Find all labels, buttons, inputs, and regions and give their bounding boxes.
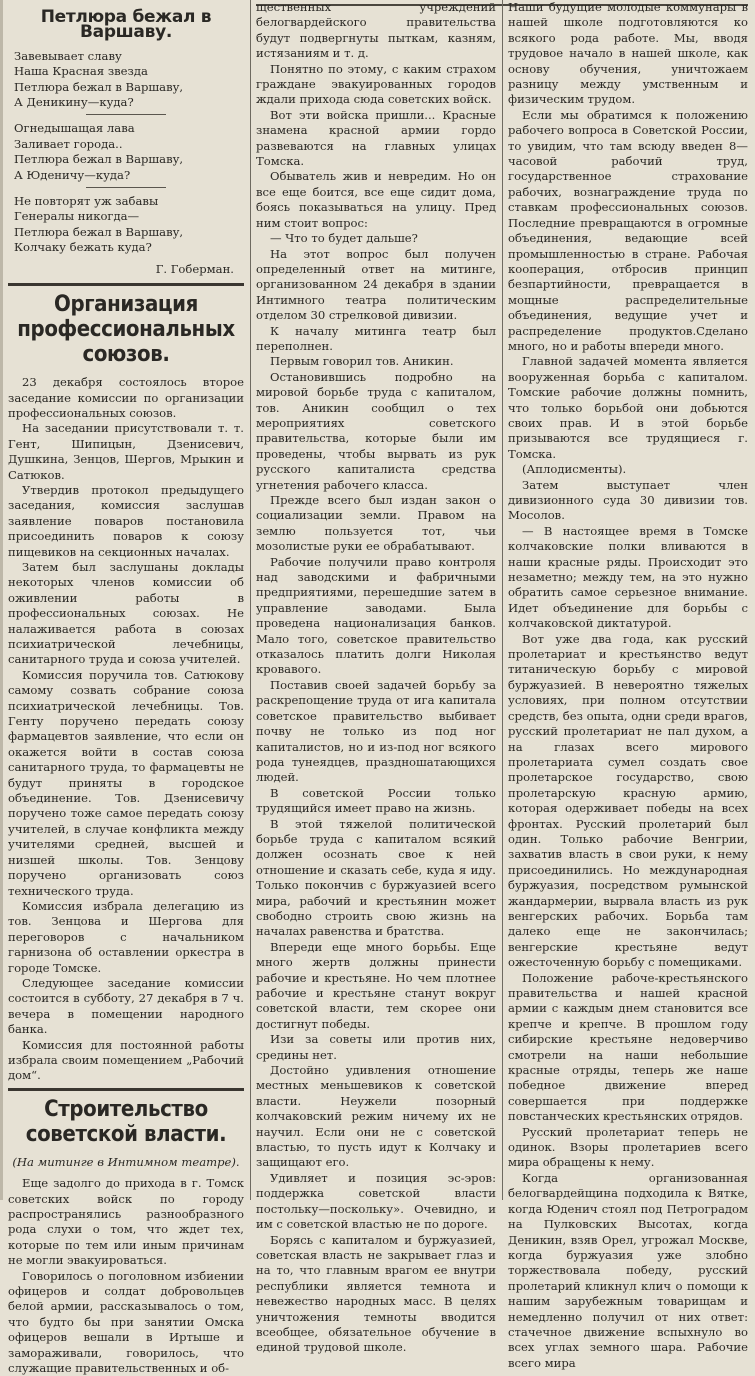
section-divider <box>8 1088 244 1091</box>
article-paragraph: Комиссия для постоянной работы избрала своим помещением „Рабочий дом“. <box>8 1037 244 1083</box>
article-paragraph: щественных учреждений белогвардейского правительства будут подвергнуты пыткам, казням, истязаниям и т. д. <box>256 0 496 61</box>
article-paragraph: (Аплодисменты). <box>522 462 627 477</box>
poem-stanza <box>14 49 244 111</box>
poem-line: Колчаку бежать куда? <box>14 240 152 255</box>
article-paragraph: — В настоящее время в Томске колчаковские полки вливаются в наши красные ряды. Происходит это незаметно; между тем, на это нужно обратить самое серьезное внимание. Идет объединение для борьбы с колчаковской диктатурой. <box>508 523 748 631</box>
poem-line: Завевывает славу <box>14 48 122 63</box>
article-paragraph: В этой тяжелой политической борьбе труда с капиталом всякий должен осознать свое к ней отношение и сказать себе, куда я иду. Только покончив с буржуазией всего мира, рабочий и крестьянин может свободно строить свою жизнь на началах равенства и братства. <box>256 816 496 939</box>
article-paragraph: Борясь с капиталом и буржуазией, советская власть не закрывает глаз и на то, что главным врагом ее внутри республики является темнота и невежество народных масс. В целях уничтожения темноты вводится всеобщее, обязательное обучение в единой трудовой школе. <box>256 1232 496 1355</box>
article-paragraph: Вот уже два года, как русский пролетариат и крестьянство ведут титаническую борьбу с мировой буржуазией. В невероятно тяжелых условиях, при полном отсутствии средств, без опыта, одни среди врагов, русский пролетариат не пал духом, а на глазах всего мирового пролетариата сумел создать свое пролетарское государство, свою пролетарскую красную армию, которая одерживает победы на всех фронтах. Русский пролетарий был один. Только рабочие Венгрии, захватив власть в свои руки, к нему присоединились. Но международная буржуазия, посредством румынской жандармерии, вырвала власть из рук венгерских рабочих. Борьба там далеко еще не закончилась; венгерские крестьяне ведут ожесточенную борьбу с помещиками. <box>508 631 748 970</box>
article-paragraph: Если мы обратимся к положению рабочего вопроса в Советской России, то увидим, что там всюду введен 8—часовой рабочий труд, государственное страхование рабочих, вознаграждение труда по ставкам профессиональных союзов. Последние превращаются в огромные объединения, ведающие всей промышленностью в стране. Рабочая кооперация, отбросив принцип безпартийности, превращается в мощные распределительные объединения, ведущие учет и распределение продуктов.Сделано много, но и работы впереди много. <box>508 107 748 353</box>
article-paragraph: Комиссия избрала делегацию из тов. Зенцова и Шергова для переговоров с начальником гарнизона об оставлении оркестра в городе Томске. <box>8 898 244 975</box>
article-paragraph: Вот эти войска пришли... Красные знамена красной армии гордо развеваются на главных улицах Томска. <box>256 107 496 169</box>
stanza-divider <box>86 114 166 115</box>
article-headline: Организация профессиональных союзов. <box>17 292 235 368</box>
stanza-divider <box>86 187 166 188</box>
article-paragraph: В советской России только трудящийся имеет право на жизнь. <box>256 785 496 816</box>
column-1 <box>8 0 244 1376</box>
column-3 <box>508 0 748 1370</box>
column-rule <box>250 0 251 1200</box>
article-paragraph: Обыватель жив и невредим. Но он все еще боится, все еще сидит дома, боясь показываться на улицу. Пред ним стоит вопрос: <box>256 169 496 230</box>
article-paragraph: Удивляет и позиция эс-эров: поддержка советской власти постольку—поскольку». Очевидно, и им с советской властью не по дороге. <box>256 1170 496 1232</box>
poem-line: Наша Красная звезда <box>14 64 148 79</box>
article-paragraph: Следующее заседание комиссии состоится в субботу, 27 декабря в 7 ч. вечера в помещении народного банка. <box>8 975 244 1037</box>
article-paragraph: К началу митинга театр был переполнен. <box>256 323 496 353</box>
poem-line: Петлюра бежал в Варшаву, <box>14 152 184 167</box>
poem-line: А Юденичу—куда? <box>14 167 131 182</box>
article-paragraph: На этот вопрос был получен определенный ответ на митинге, организованном 24 декабря в здании Интимного театра политическим отделом 30 стрелковой дивизии. <box>256 246 496 323</box>
article-paragraph: 23 декабря состоялось второе заседание комиссии по организации профессиональных союзов. <box>8 375 244 420</box>
article-paragraph: Положение рабоче-крестьянского правительства и нашей красной армии с каждым днем становится все крепче и крепче. В прошлом году сибирские крестьяне недоверчиво смотрели на наши небольшие красные отряды, теперь же наше победное движение вперед совершается при поддержке повстанческих крестьянских отрядов. <box>508 970 748 1124</box>
poem-line: А Деникину—куда? <box>14 95 134 110</box>
article-paragraph: Поставив своей задачей борьбу за раскрепощение труда от ига капитала советское правительство выбивает почву не только из под ног капиталистов, но и из-под ног всякого рода тунеядцев, праздношатающихся людей. <box>256 677 496 785</box>
column-rule <box>502 0 503 1200</box>
article-paragraph: Изи за советы или против них, средины нет. <box>256 1032 496 1062</box>
page-edge <box>0 0 3 1200</box>
article-paragraph: Остановившись подробно на мировой борьбе труда с капиталом, тов. Аникин сообщил о тех мероприятиях советского правительства, которые были им проведены, чтобы вырвать из рук русского капиталиста средства угнетения рабочего класса. <box>256 369 496 492</box>
poem-title: Петлюра бежал в Варшаву. <box>40 7 212 43</box>
article-paragraph: — Что то будет дальше? <box>270 231 418 246</box>
poem-line: Петлюра бежал в Варшаву, <box>14 79 184 94</box>
poem-stanza <box>14 194 244 256</box>
article-paragraph: Понятно по этому, с каким страхом граждане эвакуированных городов ждали прихода сюда советских войск. <box>256 61 496 107</box>
article-subhead: (На митинге в Интимном театре). <box>12 1154 240 1169</box>
article-paragraph: Прежде всего был издан закон о социализации земли. Правом на землю пользуется тот, чьи мозолистые руки ее обрабатывают. <box>256 493 496 554</box>
poem-author: Г. Гоберман. <box>155 261 234 276</box>
article-paragraph: На заседании присутствовали т. т. Гент, Шипицын, Дзенисевич, Душкина, Зенцов, Шергов, Мрыкин и Сатюков. <box>8 421 244 482</box>
poem-stanza <box>14 121 244 183</box>
article-paragraph: Затем был заслушаны доклады некоторых членов комиссии об оживлении работы в профессиональных союзах. Не налаживается работа в союзах психиатрической лечебницы, санитарного труда и союза учителей. <box>8 559 244 667</box>
article-paragraph: Достойно удивления отношение местных меньшевиков к советской власти. Неужели позорный колчаковский режим ничему их не научил. Если они не с советской властью, то пусть идут к Колчаку и защищают его. <box>256 1063 496 1170</box>
article-paragraph: Еще задолго до прихода в г. Томск советских войск по городу распространялись разнообразного рода слухи о том, что ждет тех, которые по тем или иным причинам не могли эвакуироваться. <box>8 1176 244 1268</box>
article-paragraph: Наши будущие молодые коммунары в нашей школе подготовляются ко всякого рода работе. Мы, вводя трудовое начало в нашей школе, как основу обучения, уничтожаем разницу между умственным и физическим трудом. <box>508 0 748 107</box>
section-divider <box>8 283 244 286</box>
article-paragraph: Главной задачей момента является вооруженная борьба с капиталом. Томские рабочие должны помнить, что только борьбой они добьются своих прав. И в этой борьбе призываются все трудящиеся г. Томска. <box>508 354 748 461</box>
article-paragraph: Утвердив протокол предыдущего заседания, комиссия заслушав заявление поваров постановила присоединить поваров к союзу пищевиков на секционных началах. <box>8 482 244 559</box>
article-paragraph: Первым говорил тов. Аникин. <box>270 354 454 369</box>
article-paragraph: Впереди еще много борьбы. Еще много жертв должны принести рабочие и крестьяне. Но чем плотнее рабочие и крестьяне станут вокруг советской власти, тем скорее они достигнут победы. <box>256 939 496 1031</box>
article-paragraph: Затем выступает член дивизионного суда 30 дивизии тов. Мосолов. <box>508 477 748 523</box>
article-headline: Строительство советской власти. <box>25 1096 227 1147</box>
column-2 <box>256 0 496 1355</box>
article-paragraph: Комиссия поручила тов. Сатюкову самому созвать собрание союза психиатрической лечебницы. Тов. Генту поручено передать союзу фармацевтов заявление, что если он окажется войти в состав союза санитарного труда, то фармацевты не будут приняты в городское объединение. Тов. Дзенисевичу поручено тоже самое передать союзу учителей, в случае конфликта между учителями средней, высшей и низшей школы. Тов. Зенцову поручено организовать союз технического труда. <box>8 667 244 898</box>
poem-line: Не повторят уж забавы <box>14 194 159 209</box>
article-paragraph: Говорилось о поголовном избиении офицеров и солдат добровольцев белой армии, рассказывалось о том, что будто бы при занятии Омска офицеров вешали в Иртыше и замораживали, говорилось, что служащие правительственных и об- <box>8 1268 244 1376</box>
poem-line: Огнедышащая лава <box>14 121 135 136</box>
poem-line: Генералы никогда— <box>14 209 140 224</box>
poem-line: Петлюра бежал в Варшаву, <box>14 224 184 239</box>
article-paragraph: Когда организованная белогвардейщина подходила к Вятке, когда Юденич стоял под Петроградом на Пулковских Высотах, когда Деникин, взяв Орел, угрожал Москве, когда буржуазия уже злобно торжествовала победу, русский пролетарий кликнул клич о помощи к нашим зарубежным товарищам и немедленно получил от них ответ: стачечное движение вспыхнуло во всех углах земного шара. Рабочие всего мира <box>508 1170 748 1370</box>
article-paragraph: Русский пролетариат теперь не одинок. Взоры пролетариев всего мира обращены к нему. <box>508 1124 748 1170</box>
poem-line: Заливает города.. <box>14 136 123 151</box>
article-paragraph: Рабочие получили право контроля над заводскими и фабричными предприятиями, перешедшие затем в управление заводами. Была проведена национализация банков. Мало того, советское правительство отказалось платить долги Николая кровавого. <box>256 554 496 677</box>
